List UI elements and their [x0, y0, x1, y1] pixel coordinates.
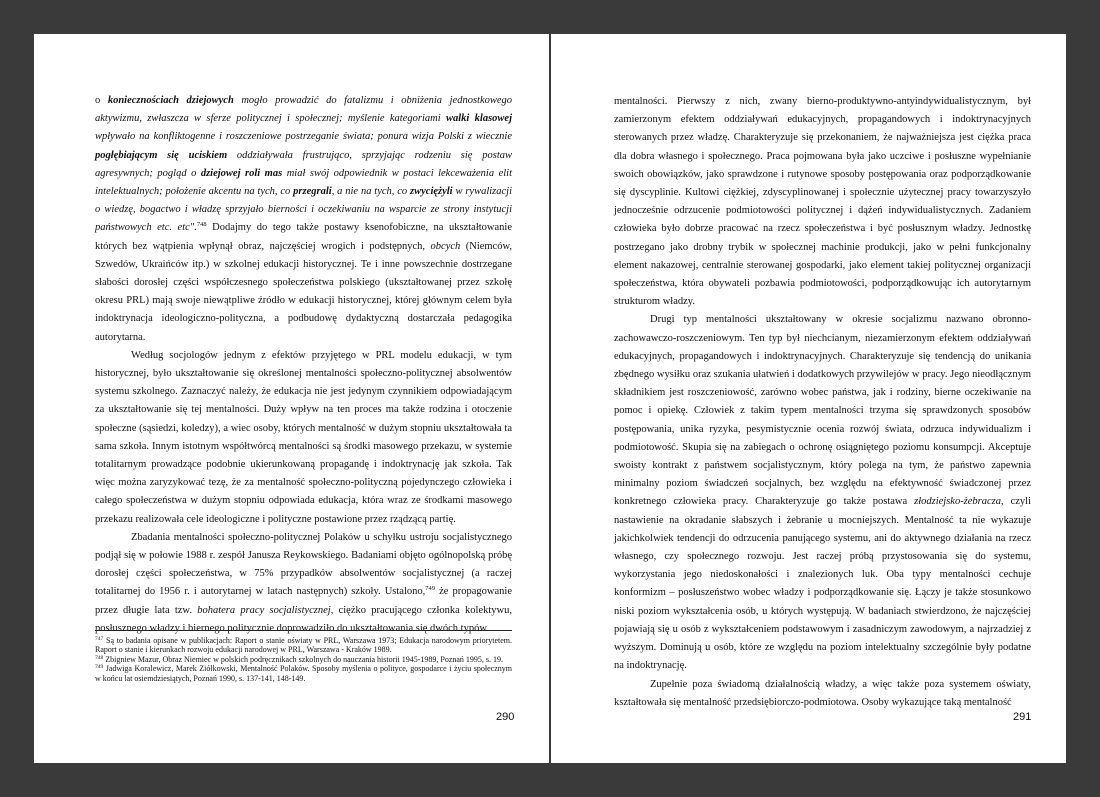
paragraph — [614, 311, 1031, 675]
text-run: , czyli nastawienie na okradanie słabszych i żebranie u mocniejszych. Mentalność ta nie wykazuje jakichkolwiek tendencji do odrzucenia panującego systemu, ani do aktywnego działania na rzecz własnego, czy społecznego rozwoju. Jest raczej próbą przystosowania się do systemu, wykorzystania jego niedoskonałości i znalezionych luk. Oba typy mentalności cechuje konformizm – posłuszeństwo wobec władzy i podporządkowanie się. Łączy je także stosunkowo niski poziom wykształcenia osób, u których występują. W badaniach stwierdzono, że najczęściej pojawiają się u osób z wykształceniem podstawowym i zasadniczym zawodowym, a najrzadziej z wyższym. Dominują u osób, które ze względu na poziom intelektualny szczególnie były podatne na indoktrynację. — [614, 496, 1032, 672]
text-run: o — [95, 95, 108, 106]
footnote-number: 749 — [95, 664, 104, 671]
text-run: zwyciężyli — [410, 186, 453, 198]
right-page — [551, 34, 1066, 763]
footnotes — [95, 636, 512, 683]
text-run: mentalności. Pierwszy z nich, zwany bierno-produktywno-antyindywidualistycznym, był zamierzonym efektem oddziaływań edukacyjnych, propagandowych i indoktrynacyjnych sterowanych przez władzę. Charakteryzuje się przekonaniem, że najważniejsza jest ciężka praca dla dobra własnego i społecznego. Praca pojmowana była jako uczciwe i posłuszne wypełnianie swoich obowiązków, jako sprawdzone i rutynowe sposoby postępowania oraz podporządkowanie się dyscyplinie. Kultowi ciężkiej, zdyscyplinowanej i społecznie użytecznej pracy towarzyszyło jednocześnie odrzucenie podmiotowości politycznej i dążeń indywidualistycznych. Zadaniem człowieka było dobrze pracować na rzecz społeczeństwa i być posłusznym władzy. Jednostkę postrzegano jako drobny trybik w społecznej machinie produkcji, jako w pełni funkcjonalny element nakazowej, centralnie sterowanej gospodarki, jako element takiej politycznej organizacji społeczeństwa, która obywateli pozbawia podmiotowości, podporządkowując ich autorytarnym strukturom władzy. — [614, 96, 1031, 308]
text-run: obcych — [430, 240, 461, 252]
footnote-text: Zbigniew Mazur, Obraz Niemiec w polskich podręcznikach szkolnych do nauczania historii 1945-1989, Poznań 1995, s. 19. — [105, 654, 504, 664]
text-run: Według socjologów jednym z efektów przyjętego w PRL modelu edukacji, w tym historycznej, było ukształtowanie się określonej mentalności społeczno-politycznej absolwentów systemu szkolnego. Zaznaczyć należy, że edukacja nie jest jedynym czynnikiem odpowiadającym za ukształtowanie się tej mentalności. Duży wpływ na ten proces ma także rodzina i otoczenie społeczne (sąsiedzi, koledzy), a wiec osoby, których mentalność w dużym stopniu ukształtowała ta sama szkoła. Innym istotnym współtwórcą mentalności są środki masowego przekazu, w systemie totalitarnym prowadzące podobnie ukierunkowaną propagandę i indoktrynację jak szkoła. Tak więc można zaryzykować tezę, że za mentalność społeczno-polityczną pojedynczego człowieka i całego społeczeństwa w dużym stopniu odpowiada edukacja, która wraz ze środkami masowego przekazu realizowała cele ideologiczne i polityczne postawione przez rządzącą partię. — [95, 349, 512, 525]
text-run: Drugi typ mentalności ukształtowany w okresie socjalizmu nazwano obronno-zachowawczo-roszczeniowym. Ten typ był niechcianym, niezamierzonym efektem oddziaływań edukacyjnych, propagandowych i indoktrynacyjnych. Charakteryzuje się tendencją do unikania zbędnego wysiłku oraz szukania ułatwień i dodatkowych przywilejów w pracy. Jego nieodłącznym składnikiem jest roszczeniowość, zarówno wobec państwa, jak i rodziny, bierne oczekiwanie na pomoc i opiekę. Człowiek z takim typem mentalności trzyma się sprawdzonych sposobów postępowania, unika ryzyka, pesymistycznie ocenia rozwój świata, odrzuca indywidualizm i podmiotowość. Skupia się na zabiegach o ochronę osiągniętego poziomu konsumpcji. Akceptuje swoisty kontrakt z państwem socjalistycznym, który polega na tym, że państwo zapewnia minimalny poziom świadczeń socjalnych, bez względu na efektywność świadczonej przez konkretnego człowieka pracy. Charakteryzuje go także postawa — [614, 314, 1031, 508]
text-run: (Niemców, Szwedów, Ukraińców itp.) w szkolnej edukacji historycznej. Te i inne powszechnie dostrzegane słabości dorosłej części współczesnego społeczeństwa polskiego (ukształtowanej przez szkołę okresu PRL) mają swoje niewątpliwe źródło w edukacji historycznej, której głównym celem była indoktrynacja ideologiczno-polityczna, a podbudowę dydaktyczną dostarczała pedagogika autorytarna. — [95, 240, 512, 343]
text-run: Dodajmy do tego także postawy ksenofobiczne, na ukształtowanie których bez wątpienia wpłynął obraz, najczęściej wrogich i podstępnych, — [95, 222, 513, 252]
text-run: wpływało na konfliktogenne i roszczeniowe postrzeganie świata; ponura wizja Polski z wiecznie — [95, 131, 512, 143]
paragraph — [95, 347, 512, 529]
paragraph — [614, 93, 1031, 311]
text-run: walki klasowej — [445, 113, 512, 125]
text-run: w rywalizacji o wiedzę, bogactwo i władzę sprzyjało bierności i oczekiwaniu na wsparcie ze strony instytucji państwowych etc. etc". — [95, 186, 512, 234]
page-number: 291 — [1013, 711, 1032, 723]
text-run: mogło prowadzić do fatalizmu i obniżenia jednostkowego aktywizmu, zwłaszcza w sferze politycznej i społecznej; myślenie kategoriami — [95, 95, 513, 125]
left-page — [34, 34, 549, 763]
text-run: złodziejsko-żebracza — [914, 496, 1002, 508]
text-run: , ciężko pracującego członka kolektywu, posłusznego władzy i biernego politycznie doprowadziło do ukształtowania się dwóch typów — [95, 604, 513, 634]
body-text — [95, 92, 512, 638]
text-run: Zupełnie poza świadomą działalnością władzy, a więc także poza systemem oświaty, kształtowała się mentalność przedsiębiorczo-podmiotowa. Osoby wykazujące taką mentalność — [614, 678, 1031, 708]
text-run: konieczności — [107, 95, 164, 106]
paragraph — [614, 676, 1031, 712]
footnote-number: 747 — [95, 636, 104, 642]
text-run: miał swój odpowiednik w postaci lekceważenia elit intelektualnych; położenie akcentu na tych, co — [95, 167, 512, 198]
footnote-ref[interactable]: 749 — [425, 585, 436, 593]
text-run: że propagowanie przez długie lata tzw. — [95, 586, 512, 616]
text-run: , a nie na tych, co — [331, 186, 411, 198]
footnote-number: 748 — [95, 654, 104, 661]
body-text — [614, 93, 1031, 712]
paragraph — [95, 529, 512, 638]
footnote-text: Są to badania opisane w publikacjach: Raport o stanie oświaty w PRL, Warszawa 1973; Edukacja narodowym priorytetem. Raport o stanie i kierunkach rozwoju edukacji narodowej w PRL, Warszawa - Kraków 1989. — [95, 636, 513, 655]
page-number: 290 — [496, 711, 515, 723]
text-run: ach dziejowych — [163, 95, 234, 106]
footnote — [95, 636, 512, 655]
text-run: przegrali — [293, 186, 332, 198]
footnote-text: Jadwiga Koralewicz, Marek Ziółkowski, Mentalność Polaków. Sposoby myślenia o polityce, gospodarce i życiu społecznym w końcu lat osiemdziesiątych, Poznań 1990, s. 137-141, 148-149. — [95, 664, 512, 683]
text-run: pogłębiającym się uciskiem — [95, 149, 228, 161]
footnote-ref[interactable]: 748 — [196, 221, 207, 229]
text-run: Zbadania mentalności społeczno-politycznej Polaków u schyłku ustroju socjalistycznego podjął się w połowie 1988 r. zespół Janusza Reykowskiego. Badaniami objęto ogólnopolską próbę dorosłej części społeczeństwa, w 75% przypadków absolwentów socjalistycznej (a raczej totalitarnej do 1956 r. i autorytarnej w latach następnych) szkoły. Ustalono, — [95, 531, 512, 598]
footnote — [95, 664, 512, 683]
footnote-divider — [95, 630, 512, 631]
footnote — [95, 655, 512, 664]
text-run: bohatera pracy socjalistycznej — [197, 604, 331, 616]
text-run: dziejowej roli mas — [200, 167, 283, 179]
paragraph — [95, 92, 512, 347]
text-run: oddziaływała frustrująco, sprzyjając rodzeniu się postaw agresywnych; pogląd o — [95, 149, 512, 179]
